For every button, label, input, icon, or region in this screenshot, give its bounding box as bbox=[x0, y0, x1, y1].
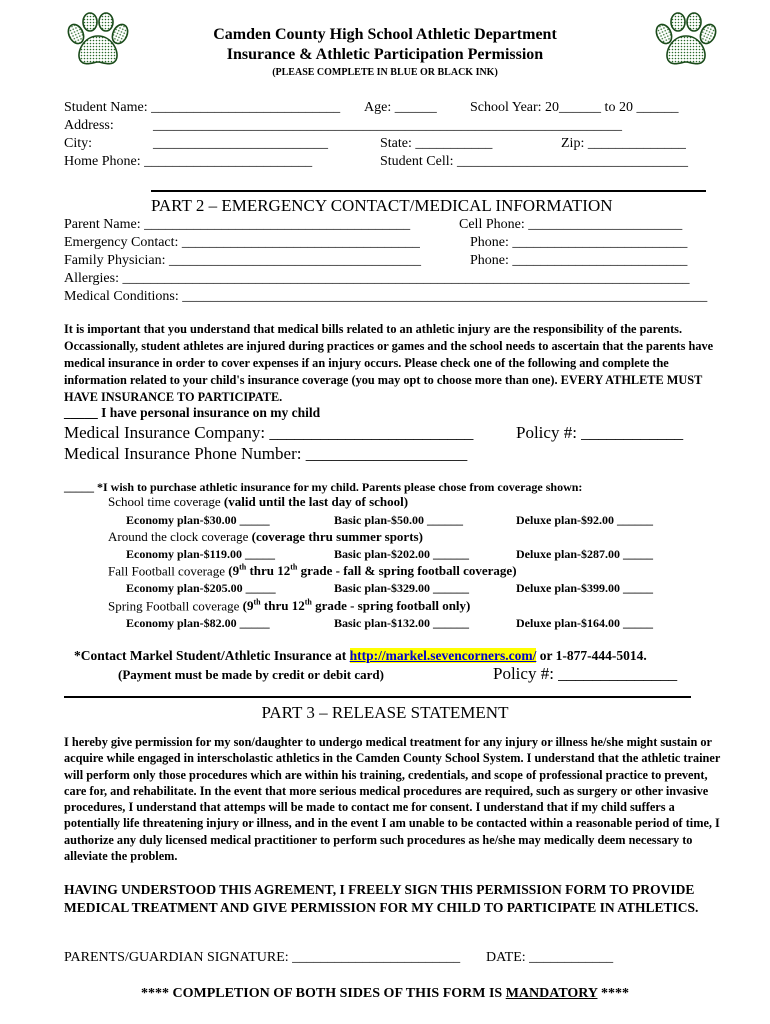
insurance-notice-paragraph: It is important that you understand that medical bills related to an athletic injury are the responsibility of the parents. Occassionally, student athletes are injured during practices or games and the school needs to ascertain that the parents have medical insurance in order to cover expenses if an injury occurs. Please check one of the following and complete the information related to your child's insurance coverage (you may opt to choose more than one). EVERY ATHLETE MUST HAVE INSURANCE TO PARTICIPATE. bbox=[64, 322, 714, 404]
section-divider-part3 bbox=[64, 696, 691, 698]
economy-plan-option[interactable]: Economy plan-$30.00 _____ bbox=[126, 513, 270, 527]
coverage-label-detail: (coverage thru summer sports) bbox=[251, 529, 423, 544]
contact-period: . bbox=[643, 648, 647, 663]
cell-phone-field[interactable]: Cell Phone: ______________________ bbox=[459, 217, 683, 232]
coverage-label-detail: (valid until the last day of school) bbox=[223, 494, 409, 509]
form-title-line-1: Camden County High School Athletic Department bbox=[213, 26, 557, 43]
coverage-label-spring-football bbox=[108, 598, 470, 614]
coverage-label-text: Fall Football coverage bbox=[108, 563, 229, 579]
form-ink-instruction: (PLEASE COMPLETE IN BLUE OR BLACK INK) bbox=[272, 67, 498, 78]
agreement-statement: HAVING UNDERSTOOD THIS AGREMENT, I FREELY SIGN THIS PERMISSION FORM TO PROVIDE MEDICAL TREATMENT AND GIVE PERMISSION FOR MY CHILD TO PARTICIPATE IN ATHLETICS. bbox=[64, 882, 699, 915]
personal-insurance-checkbox[interactable]: _____ I have personal insurance on my child bbox=[64, 405, 321, 420]
form-title-line-2: Insurance & Athletic Participation Permission bbox=[226, 46, 544, 63]
markel-insurance-link[interactable]: http://markel.sevencorners.com/ bbox=[349, 648, 537, 663]
coverage-label-fall-football bbox=[108, 563, 517, 579]
home-phone-field[interactable]: Home Phone: ________________________ bbox=[64, 154, 313, 169]
deluxe-plan-option[interactable]: Deluxe plan-$399.00 _____ bbox=[516, 581, 654, 595]
economy-plan-option[interactable]: Economy plan-$119.00 _____ bbox=[126, 547, 276, 561]
section-divider-part2 bbox=[151, 190, 706, 192]
footer-prefix: **** COMPLETION OF BOTH SIDES OF THIS FORM IS bbox=[140, 986, 506, 1001]
contact-prefix: *Contact Markel Student/Athletic Insurance at bbox=[74, 648, 350, 663]
coverage-label-detail: (9th thru 12th grade - fall & spring football coverage) bbox=[228, 563, 517, 579]
basic-plan-option[interactable]: Basic plan-$202.00 ______ bbox=[334, 547, 470, 561]
basic-plan-option[interactable]: Basic plan-$50.00 ______ bbox=[334, 513, 464, 527]
medical-insurance-phone-field[interactable]: Medical Insurance Phone Number: ___________________ bbox=[64, 444, 468, 463]
zip-field[interactable]: Zip: ______________ bbox=[561, 136, 686, 151]
emergency-phone-field[interactable]: Phone: _________________________ bbox=[470, 235, 688, 250]
guardian-signature-field[interactable]: PARENTS/GUARDIAN SIGNATURE: ________________________ bbox=[64, 950, 461, 965]
physician-phone-field[interactable]: Phone: _________________________ bbox=[470, 253, 688, 268]
contact-phone: or 1-877-444-5014 bbox=[536, 648, 644, 663]
address-field[interactable]: ___________________________________________________________________ bbox=[153, 118, 622, 133]
part2-heading: PART 2 – EMERGENCY CONTACT/MEDICAL INFORMATION bbox=[151, 196, 613, 215]
family-physician-field[interactable]: Family Physician: ____________________________________ bbox=[64, 253, 421, 268]
coverage-label-text: Spring Football coverage bbox=[108, 598, 243, 614]
address-label: Address: bbox=[64, 118, 114, 133]
parent-name-field[interactable]: Parent Name: ______________________________________ bbox=[64, 217, 411, 232]
deluxe-plan-option[interactable]: Deluxe plan-$92.00 ______ bbox=[516, 513, 654, 527]
age-field[interactable]: Age: ______ bbox=[364, 100, 437, 115]
coverage-label-school-time bbox=[108, 494, 408, 510]
mandatory-completion-footer bbox=[0, 986, 770, 1002]
student-name-field[interactable]: Student Name: ___________________________ bbox=[64, 100, 341, 115]
medical-conditions-field[interactable]: Medical Conditions: ___________________________________________________________________________ bbox=[64, 289, 708, 304]
state-field[interactable]: State: ___________ bbox=[380, 136, 493, 151]
insurance-contact-line bbox=[74, 648, 647, 664]
school-year-field[interactable]: School Year: 20______ to 20 ______ bbox=[470, 100, 679, 115]
purchase-insurance-checkbox[interactable]: _____ *I wish to purchase athletic insurance for my child. Parents please chose from coverage shown: bbox=[64, 480, 583, 494]
release-statement-paragraph: I hereby give permission for my son/daughter to undergo medical treatment for any injury or illness he/she might sustain or acquire while engaged in interscholastic athletics in the Camden County School System. I understand that the athletic trainer will perform only those procedures which are within his training, credentials, and scope of professional practice to prevent, care for, and rehabilitate. In the event that more serious medical procedures are required, such as surgery or other invasive procedures, I understand that attemps will be made to contact me for consent. I understand that if my child suffers a potentially life threatening injury or illness, and in the event I am unable to be contacted within a reasonable period of time, I authorize any duly licensed medical practitioner to perform such procedures as he/she may medically deem necessary to alleviate the problem. bbox=[64, 735, 721, 864]
coverage-label-text: School time coverage bbox=[108, 494, 224, 509]
policy-number-field[interactable]: Policy #: ____________ bbox=[516, 423, 684, 442]
coverage-label-around-clock bbox=[108, 529, 423, 545]
deluxe-plan-option[interactable]: Deluxe plan-$164.00 _____ bbox=[516, 616, 654, 630]
payment-note: (Payment must be made by credit or debit card) bbox=[118, 667, 384, 682]
signature-date-field[interactable]: DATE: ____________ bbox=[486, 950, 614, 965]
emergency-contact-field[interactable]: Emergency Contact: __________________________________ bbox=[64, 235, 420, 250]
footer-suffix: **** bbox=[597, 986, 630, 1001]
policy-number-field-2[interactable]: Policy #: ______________ bbox=[493, 664, 678, 683]
footer-mandatory: MANDATORY bbox=[505, 986, 598, 1001]
city-field[interactable]: _________________________ bbox=[153, 136, 328, 151]
basic-plan-option[interactable]: Basic plan-$329.00 ______ bbox=[334, 581, 470, 595]
allergies-field[interactable]: Allergies: _________________________________________________________________________________ bbox=[64, 271, 690, 286]
economy-plan-option[interactable]: Economy plan-$205.00 _____ bbox=[126, 581, 276, 595]
deluxe-plan-option[interactable]: Deluxe plan-$287.00 _____ bbox=[516, 547, 654, 561]
part3-heading: PART 3 – RELEASE STATEMENT bbox=[261, 703, 509, 722]
city-label: City: bbox=[64, 136, 93, 151]
medical-insurance-company-field[interactable]: Medical Insurance Company: ________________________ bbox=[64, 423, 474, 442]
student-cell-field[interactable]: Student Cell: _________________________________ bbox=[380, 154, 688, 169]
coverage-label-text: Around the clock coverage bbox=[108, 529, 252, 544]
basic-plan-option[interactable]: Basic plan-$132.00 ______ bbox=[334, 616, 470, 630]
economy-plan-option[interactable]: Economy plan-$82.00 _____ bbox=[126, 616, 270, 630]
coverage-label-detail: (9th thru 12th grade - spring football only) bbox=[242, 598, 471, 614]
